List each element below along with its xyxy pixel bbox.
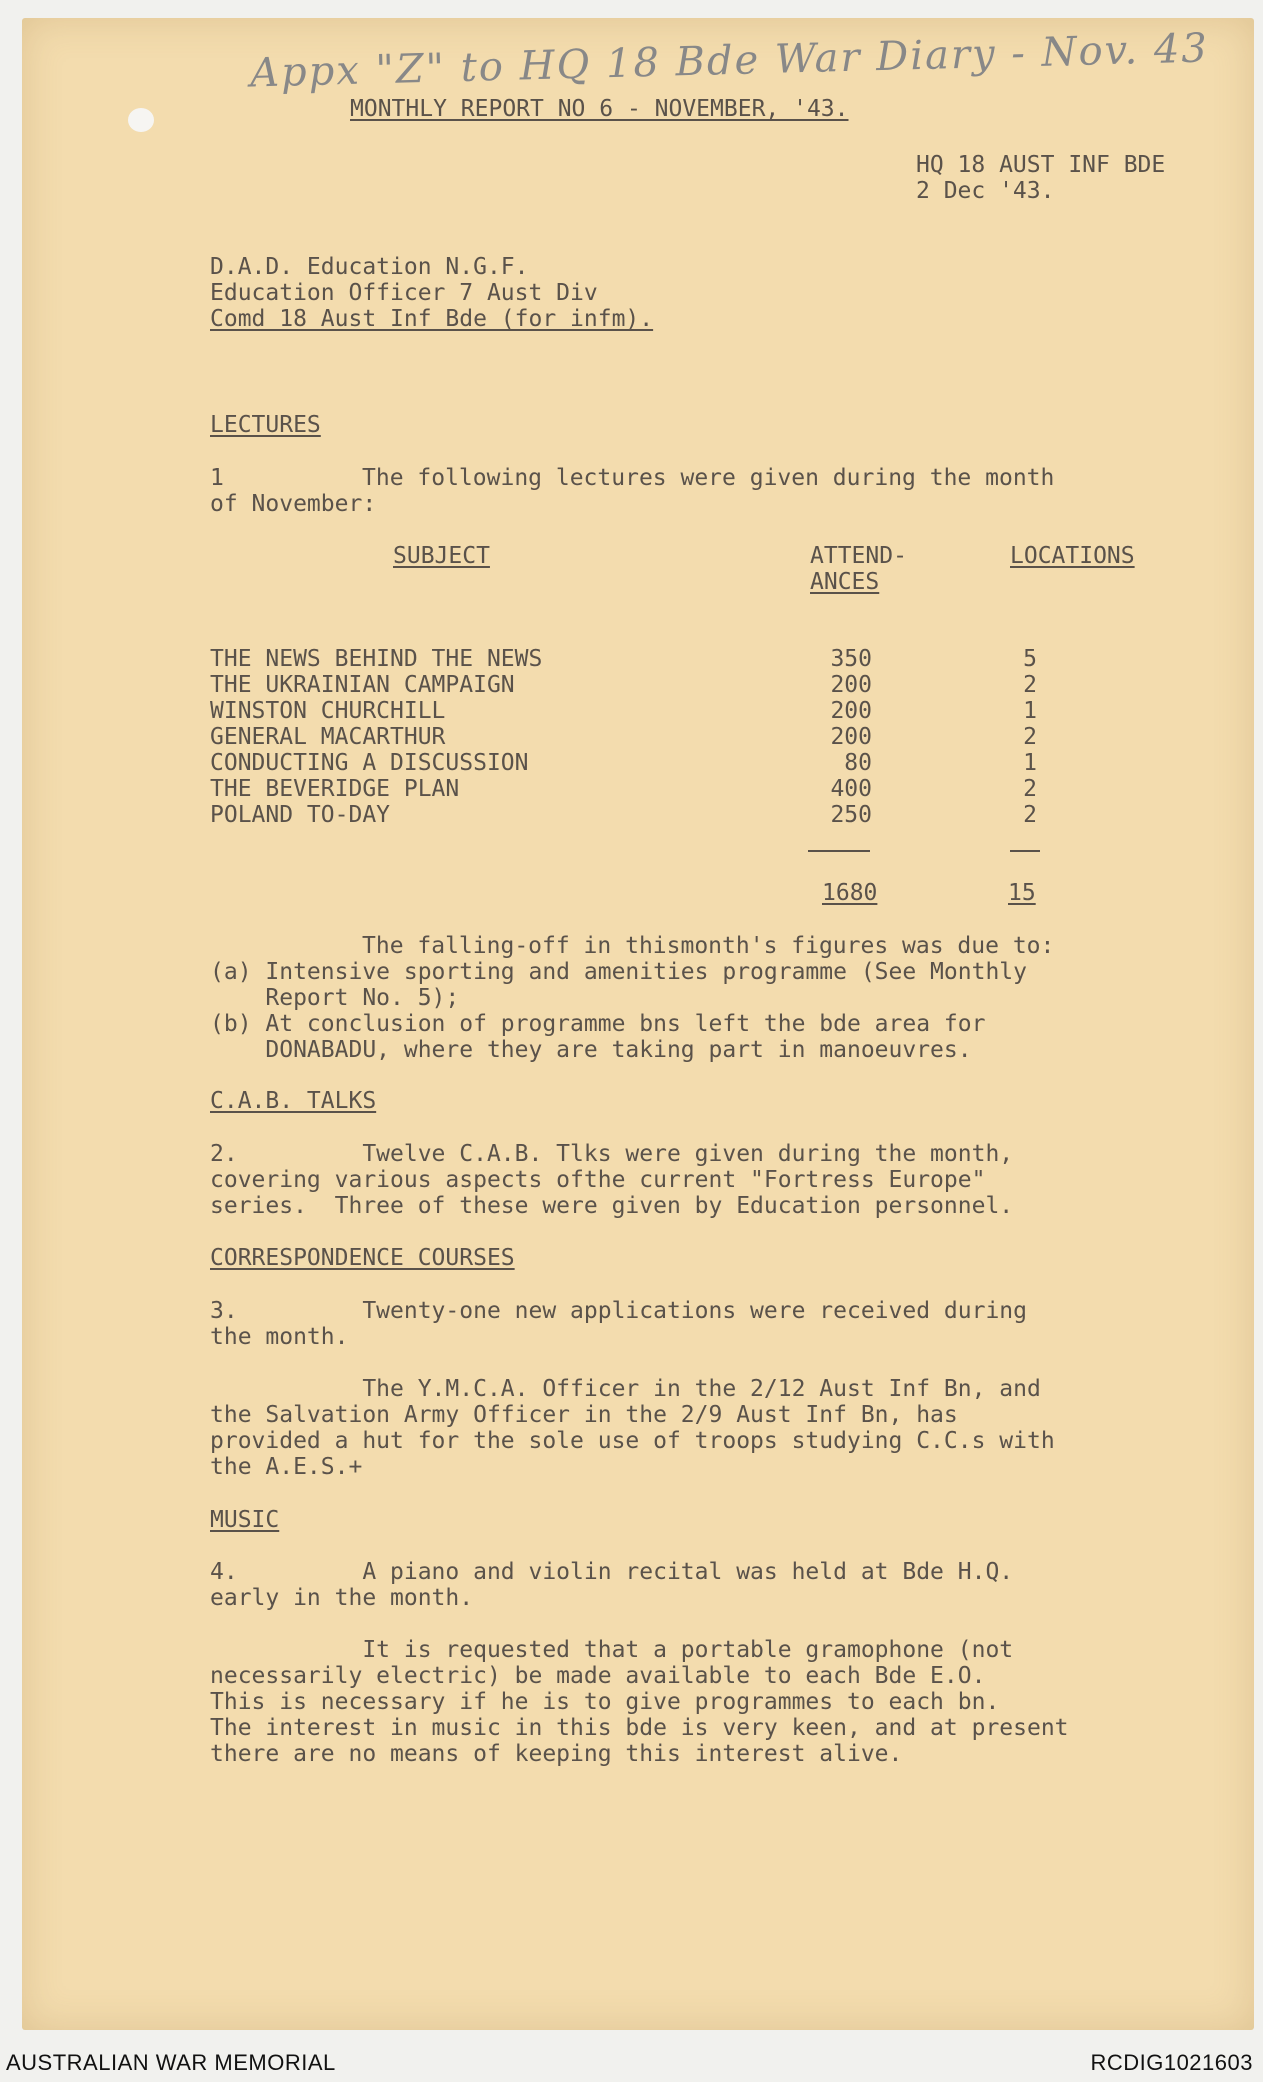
paragraph-number: 1	[210, 465, 224, 491]
paragraph-text: of November:	[210, 491, 377, 517]
paragraph-text: there are no means of keeping this interest alive.	[210, 1741, 903, 1767]
paragraph-text: DONABADU, where they are taking part in manoeuvres.	[210, 1037, 972, 1063]
table-cell-subject: GENERAL MACARTHUR	[210, 724, 446, 750]
total-attendances: 1680	[822, 880, 878, 906]
table-cell-attendances: 200	[830, 724, 872, 750]
paragraph-text: Report No. 5);	[210, 985, 460, 1011]
paragraph-text: 2. Twelve C.A.B. Tlks were given during the month,	[210, 1141, 1014, 1167]
table-cell-locations: 1	[1023, 698, 1037, 724]
total-rule	[1010, 850, 1040, 852]
paragraph-text: 4. A piano and violin recital was held at Bde H.Q.	[210, 1559, 1014, 1585]
sender-unit: HQ 18 AUST INF BDE	[916, 152, 1166, 178]
section-heading-cab-talks: C.A.B. TALKS	[210, 1088, 377, 1114]
table-cell-locations: 2	[1023, 802, 1037, 828]
section-heading-music: MUSIC	[210, 1507, 280, 1533]
table-cell-subject: CONDUCTING A DISCUSSION	[210, 750, 529, 776]
column-header-attendances: ANCES	[810, 569, 880, 595]
section-heading-lectures: LECTURES	[210, 412, 321, 438]
total-rule	[808, 850, 870, 852]
table-cell-locations: 5	[1023, 646, 1037, 672]
addressee: Comd 18 Aust Inf Bde (for infm).	[210, 306, 654, 332]
handwritten-annotation: Appx "Z" to HQ 18 Bde War Diary - Nov. 43	[249, 25, 1210, 97]
paragraph-text: The falling-off in thismonth's figures was due to:	[362, 933, 1055, 959]
column-header-attendances: ATTEND-	[810, 543, 907, 569]
paragraph-text: 3. Twenty-one new applications were received during	[210, 1298, 1027, 1324]
column-header-locations: LOCATIONS	[1010, 543, 1135, 569]
punch-hole	[128, 108, 154, 132]
table-cell-locations: 2	[1023, 776, 1037, 802]
paragraph-text: series. Three of these were given by Education personnel.	[210, 1193, 1014, 1219]
footer-record-id: RCDIG1021603	[1090, 2050, 1253, 2075]
table-cell-locations: 2	[1023, 724, 1037, 750]
paragraph-text: The interest in music in this bde is very keen, and at present	[210, 1715, 1069, 1741]
paragraph-text: the Salvation Army Officer in the 2/9 Aust Inf Bn, has	[210, 1402, 958, 1428]
table-cell-subject: POLAND TO-DAY	[210, 802, 391, 828]
table-cell-attendances: 350	[830, 646, 872, 672]
paragraph-text: the A.E.S.+	[210, 1454, 363, 1480]
table-cell-attendances: 200	[830, 672, 872, 698]
table-cell-subject: THE UKRAINIAN CAMPAIGN	[210, 672, 515, 698]
total-locations: 15	[1008, 880, 1036, 906]
table-cell-attendances: 250	[830, 802, 872, 828]
paragraph-text: necessarily electric) be made available to each Bde E.O.	[210, 1663, 986, 1689]
addressee: D.A.D. Education N.G.F.	[210, 254, 529, 280]
sender-date: 2 Dec '43.	[916, 178, 1055, 204]
paragraph-text: early in the month.	[210, 1585, 474, 1611]
paragraph-text: covering various aspects ofthe current "Fortress Europe"	[210, 1167, 986, 1193]
paragraph-text: This is necessary if he is to give programmes to each bn.	[210, 1689, 1000, 1715]
report-title: MONTHLY REPORT NO 6 - NOVEMBER, '43.	[350, 96, 849, 122]
table-cell-subject: THE BEVERIDGE PLAN	[210, 776, 460, 802]
paragraph-text: (a) Intensive sporting and amenities programme (See Monthly	[210, 959, 1027, 985]
section-heading-correspondence: CORRESPONDENCE COURSES	[210, 1245, 515, 1271]
paragraph-text: the month.	[210, 1324, 349, 1350]
table-cell-attendances: 200	[830, 698, 872, 724]
table-cell-locations: 2	[1023, 672, 1037, 698]
footer-archive-name: AUSTRALIAN WAR MEMORIAL	[6, 2050, 336, 2075]
table-cell-locations: 1	[1023, 750, 1037, 776]
table-cell-subject: WINSTON CHURCHILL	[210, 698, 446, 724]
paragraph-text: It is requested that a portable gramophone (not	[210, 1637, 1014, 1663]
table-cell-attendances: 400	[830, 776, 872, 802]
column-header-subject: SUBJECT	[393, 543, 490, 569]
addressee: Education Officer 7 Aust Div	[210, 280, 598, 306]
table-cell-subject: THE NEWS BEHIND THE NEWS	[210, 646, 543, 672]
table-cell-attendances: 80	[844, 750, 872, 776]
paragraph-text: (b) At conclusion of programme bns left the bde area for	[210, 1011, 986, 1037]
paragraph-text: The Y.M.C.A. Officer in the 2/12 Aust Inf Bn, and	[210, 1376, 1041, 1402]
paragraph-text: provided a hut for the sole use of troops studying C.C.s with	[210, 1428, 1055, 1454]
paragraph-text: The following lectures were given during the month	[362, 465, 1055, 491]
